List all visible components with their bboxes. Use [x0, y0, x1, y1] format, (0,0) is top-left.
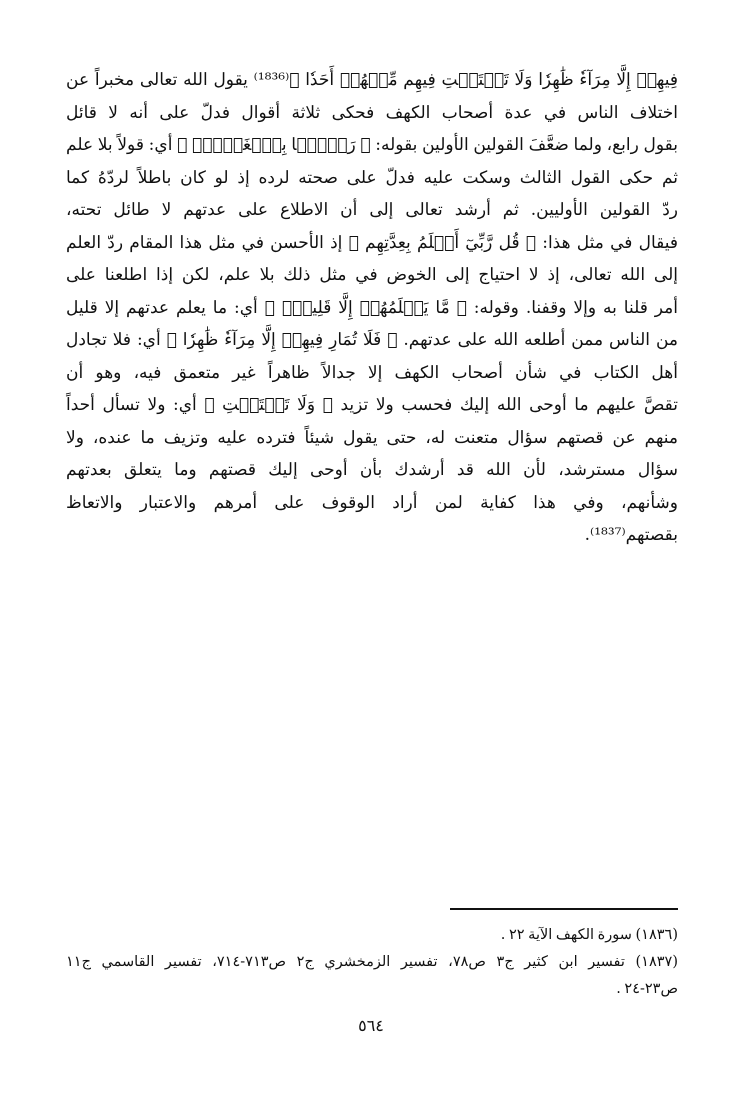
- body-line: أهل الكتاب في شأن أصحاب الكهف إلا جدالاً ظاهراً غير متعمق فيه، وهو أن: [66, 362, 678, 383]
- body-line: وشأنهم، وفي هذا كفاية لمن أراد الوقوف على أمرهم والاعتبار والاتعاظ: [66, 492, 678, 513]
- page-number: ٥٦٤: [358, 1016, 384, 1035]
- body-line: فِيهِمۡ إِلَّا مِرَآءٗ ظَٰهِرٗا وَلَا تَسۡتَفۡتِ فِيهِم مِّنۡهُمۡ أَحَدٗا ﴾⁽¹⁸³⁶⁾ يقول الله تعالى مخبراً عن: [66, 70, 678, 90]
- body-line: منهم عن قصتهم سؤال متعنت له، حتى يقول شيئاً فترده عليه وتزيف ما عنده، ولا: [66, 427, 678, 448]
- body-line: سؤال مسترشد، لأن الله قد أرشدك بأن أوحى إليك قصتهم وما يتعلق بعدتهم: [66, 460, 678, 480]
- body-line: بقول رابع، ولما ضعَّفَ القولين الأولين بقوله: ﴿ رَجۡمَۢا بِٱلۡغَيۡبِۖ ﴾ أي: قولاً بلا علم: [66, 135, 678, 155]
- body-line: تقصَّ عليهم ما أوحى الله إليك فحسب ولا تزيد ﴿ وَلَا تَسۡتَفۡتِ ﴾ أي: ولا تسأل أحداً: [66, 395, 678, 415]
- footnote-1836: (١٨٣٦) سورة الكهف الآية ٢٢ .: [500, 927, 678, 943]
- body-line: أمر قلنا به وإلا وقفنا. وقوله: ﴿ مَّا يَعۡلَمُهُمۡ إِلَّا قَلِيلٞۗ ﴾ أي: ما يعلم عدتهم إلا قليل: [66, 297, 678, 318]
- footnote-1837-continued: ص٢٣-٢٤ .: [616, 981, 678, 997]
- footnote-separator: [450, 908, 678, 910]
- body-line: اختلاف الناس في عدة أصحاب الكهف فحكى ثلاثة أقوال فدلّ على أنه لا قائل: [66, 102, 678, 123]
- body-line: إلى الله تعالى، إذ لا احتياج إلى الخوض في مثل ذلك بلا علم، لكن إذا اطلعنا على: [66, 265, 678, 285]
- body-line: ثم حكى القول الثالث وسكت عليه فدلّ على صحته لرده إذ لو كان باطلاً لردّهُ كما: [66, 167, 678, 188]
- footnotes: [66, 922, 678, 1003]
- body-line: ردّ القولين الأوليين. ثم أرشد تعالى إلى أن الاطلاع على عدتهم لا طائل تحته،: [66, 200, 678, 220]
- body-line: فيقال في مثل هذا: ﴿ قُل رَّبِّيٓ أَعۡلَمُ بِعِدَّتِهِم ﴾ إذ الأحسن في مثل هذا المقام ردّ العلم: [66, 232, 678, 253]
- body-text: [66, 64, 678, 552]
- body-line-last: بقصتهم⁽¹⁸³⁷⁾.: [584, 525, 678, 545]
- footnote-1837: (١٨٣٧) تفسير ابن كثير ج٣ ص٧٨، تفسير الزمخشري ج٢ ص٧١٣-٧١٤، تفسير القاسمي ج١١: [66, 954, 678, 970]
- body-line: من الناس ممن أطلعه الله على عدتهم. ﴿ فَلَا تُمَارِ فِيهِمۡ إِلَّا مِرَآءٗ ظَٰهِرٗا ﴾ أي: فلا تجادل: [66, 330, 678, 350]
